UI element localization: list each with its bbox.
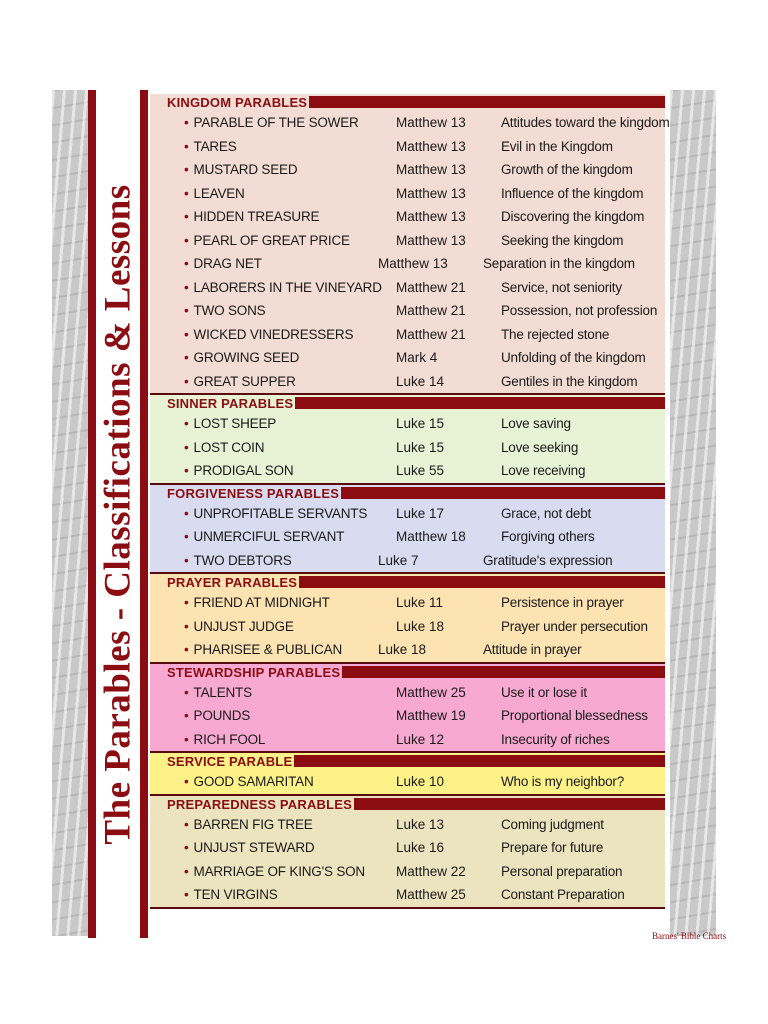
lesson-text: Persistence in prayer [501, 595, 624, 610]
parable-name: • TALENTS [184, 681, 252, 705]
parable-name: • LABORERS IN THE VINEYARD [184, 276, 382, 300]
scripture-reference: Luke 18 [396, 618, 445, 634]
lesson-text: Prepare for future [501, 840, 604, 855]
lesson-text: Evil in the Kingdom [501, 138, 613, 154]
lesson-text: Personal preparation [501, 863, 623, 879]
parable-name: • LOST COIN [184, 436, 264, 460]
table-row [150, 205, 665, 229]
lesson-text: Gratitude's expression [483, 552, 613, 568]
section-header [167, 664, 665, 681]
table-row [150, 549, 665, 573]
right-grunge-border [670, 90, 716, 936]
section-service-parable [150, 753, 665, 796]
vertical-title-wrap [88, 90, 148, 938]
lesson-text: Attitude in prayer [483, 642, 582, 657]
lesson-text: Forgiving others [501, 529, 595, 544]
lesson-text: Possession, not profession [501, 303, 658, 318]
lesson-text: Gentiles in the kingdom [501, 373, 638, 389]
scripture-reference: Matthew 13 [396, 185, 466, 201]
section-heading: KINGDOM PARABLES [167, 95, 308, 110]
section-forgiveness-parables [150, 485, 665, 575]
lesson-text: Influence of the kingdom [501, 185, 644, 201]
lesson-text: Separation in the kingdom [483, 256, 635, 271]
scripture-reference: Luke 15 [396, 439, 445, 455]
scripture-reference: Luke 16 [396, 840, 445, 855]
section-header [167, 395, 665, 412]
table-row [150, 370, 665, 394]
scripture-reference: Matthew 25 [396, 887, 466, 902]
table-row [150, 728, 665, 752]
lesson-text: The rejected stone [501, 326, 610, 342]
table-row [150, 883, 665, 907]
section-preparedness-parables [150, 796, 665, 909]
section-stewardship-parables [150, 664, 665, 754]
lesson-text: Discovering the kingdom [501, 209, 645, 224]
lesson-text: Unfolding of the kingdom [501, 350, 646, 365]
scripture-reference: Luke 13 [396, 816, 445, 832]
table-row [150, 770, 665, 794]
scripture-reference: Matthew 21 [396, 303, 466, 318]
table-row [150, 591, 665, 615]
lesson-text: Use it or lose it [501, 684, 587, 700]
scripture-reference: Luke 14 [396, 373, 445, 389]
scripture-reference: Matthew 13 [396, 232, 466, 248]
lesson-text: Proportional blessedness [501, 708, 648, 723]
table-row [150, 860, 665, 884]
table-row [150, 346, 665, 370]
lesson-text: Attitudes toward the kingdom [501, 115, 670, 130]
section-header [167, 796, 665, 813]
table-row [150, 229, 665, 253]
table-row [150, 323, 665, 347]
parable-name: • GOOD SAMARITAN [184, 770, 314, 794]
section-heading: FORGIVENESS PARABLES [167, 485, 340, 501]
parable-name: • FRIEND AT MIDNIGHT [184, 591, 330, 615]
section-sinner-parables [150, 395, 665, 485]
parable-name: • HIDDEN TREASURE [184, 205, 319, 229]
section-kingdom-parables [150, 94, 670, 395]
scripture-reference: Matthew 13 [396, 138, 466, 154]
parable-name: • BARREN FIG TREE [184, 813, 313, 837]
parable-name: • GROWING SEED [184, 346, 299, 370]
scripture-reference: Matthew 13 [396, 162, 466, 177]
scripture-reference: Matthew 13 [396, 115, 466, 130]
scripture-reference: Matthew 25 [396, 684, 466, 700]
scripture-reference: Luke 17 [396, 505, 445, 521]
parables-table [150, 94, 670, 909]
section-heading: PRAYER PARABLES [167, 575, 298, 590]
table-row [150, 836, 665, 860]
section-divider-bar [299, 576, 665, 588]
table-row [150, 813, 665, 837]
table-row [150, 135, 665, 159]
parable-name: • TEN VIRGINS [184, 883, 278, 907]
parable-name: • MARRIAGE OF KING'S SON [184, 860, 365, 884]
table-row [150, 412, 665, 436]
scripture-reference: Matthew 13 [378, 256, 448, 271]
lesson-text: Service, not seniority [501, 279, 622, 295]
parable-name: • TWO SONS [184, 299, 265, 323]
parable-name: • PHARISEE & PUBLICAN [184, 638, 342, 662]
scripture-reference: Luke 18 [378, 642, 427, 657]
section-header [167, 574, 665, 591]
parable-name: • PARABLE OF THE SOWER [184, 111, 359, 135]
section-header [167, 94, 665, 111]
lesson-text: Constant Preparation [501, 887, 625, 902]
table-row [150, 502, 665, 526]
table-row [150, 252, 665, 276]
scripture-reference: Luke 7 [378, 552, 419, 568]
table-row [150, 459, 665, 483]
table-row [150, 276, 665, 300]
parable-name: • MUSTARD SEED [184, 158, 297, 182]
parable-name: • RICH FOOL [184, 728, 265, 752]
section-divider-bar [294, 755, 665, 767]
lesson-text: Grace, not debt [501, 505, 592, 521]
table-row [150, 182, 665, 206]
table-row [150, 615, 665, 639]
parable-name: • UNJUST JUDGE [184, 615, 294, 639]
scripture-reference: Luke 12 [396, 731, 445, 747]
parable-name: • UNJUST STEWARD [184, 836, 315, 860]
credit-text: Barnes' Bible Charts [652, 931, 727, 941]
section-header [167, 753, 665, 770]
section-heading: STEWARDSHIP PARABLES [167, 664, 341, 680]
section-header [167, 485, 665, 502]
scripture-reference: Matthew 19 [396, 708, 466, 723]
table-row [150, 111, 670, 135]
lesson-text: Growth of the kingdom [501, 162, 633, 177]
scripture-reference: Matthew 22 [396, 863, 466, 879]
section-divider-bar [354, 798, 665, 810]
scripture-reference: Matthew 18 [396, 529, 466, 544]
parable-name: • LOST SHEEP [184, 412, 276, 436]
lesson-text: Insecurity of riches [501, 731, 610, 747]
scripture-reference: Matthew 21 [396, 279, 466, 295]
scripture-reference: Matthew 13 [396, 209, 466, 224]
parable-name: • UNMERCIFUL SERVANT [184, 525, 344, 549]
section-prayer-parables [150, 574, 665, 664]
parable-name: • PEARL OF GREAT PRICE [184, 229, 350, 253]
table-row [150, 681, 665, 705]
parable-name: • TWO DEBTORS [184, 549, 292, 573]
parable-name: • WICKED VINEDRESSERS [184, 323, 353, 347]
parable-name: • PRODIGAL SON [184, 459, 293, 483]
lesson-text: Love saving [501, 416, 571, 431]
parable-name: • POUNDS [184, 704, 250, 728]
scripture-reference: Matthew 21 [396, 326, 466, 342]
parable-name: • LEAVEN [184, 182, 245, 206]
parable-name: • TARES [184, 135, 237, 159]
section-heading: PREPAREDNESS PARABLES [167, 796, 353, 812]
section-divider-bar [309, 96, 665, 108]
scripture-reference: Luke 11 [396, 595, 444, 610]
section-divider-bar [295, 397, 665, 409]
lesson-text: Coming judgment [501, 816, 604, 832]
section-divider-bar [341, 487, 665, 499]
lesson-text: Who is my neighbor? [501, 774, 625, 789]
section-heading: SERVICE PARABLE [167, 754, 293, 769]
parable-name: • UNPROFITABLE SERVANTS [184, 502, 367, 526]
lesson-text: Love seeking [501, 439, 579, 455]
table-row [150, 525, 665, 549]
table-row [150, 158, 665, 182]
scripture-reference: Luke 15 [396, 416, 445, 431]
table-row [150, 638, 665, 662]
scripture-reference: Mark 4 [396, 350, 438, 365]
left-grunge-border [52, 90, 92, 936]
scripture-reference: Luke 55 [396, 463, 445, 478]
lesson-text: Love receiving [501, 463, 586, 478]
table-row [150, 299, 665, 323]
table-row [150, 704, 665, 728]
chart-title: The Parables - Classifications & Lessons [97, 183, 139, 845]
parable-name: • GREAT SUPPER [184, 370, 296, 394]
section-heading: SINNER PARABLES [167, 396, 294, 411]
section-divider-bar [342, 666, 665, 678]
lesson-text: Prayer under persecution [501, 618, 648, 634]
lesson-text: Seeking the kingdom [501, 232, 624, 248]
scripture-reference: Luke 10 [396, 774, 445, 789]
table-row [150, 436, 665, 460]
parable-name: • DRAG NET [184, 252, 262, 276]
